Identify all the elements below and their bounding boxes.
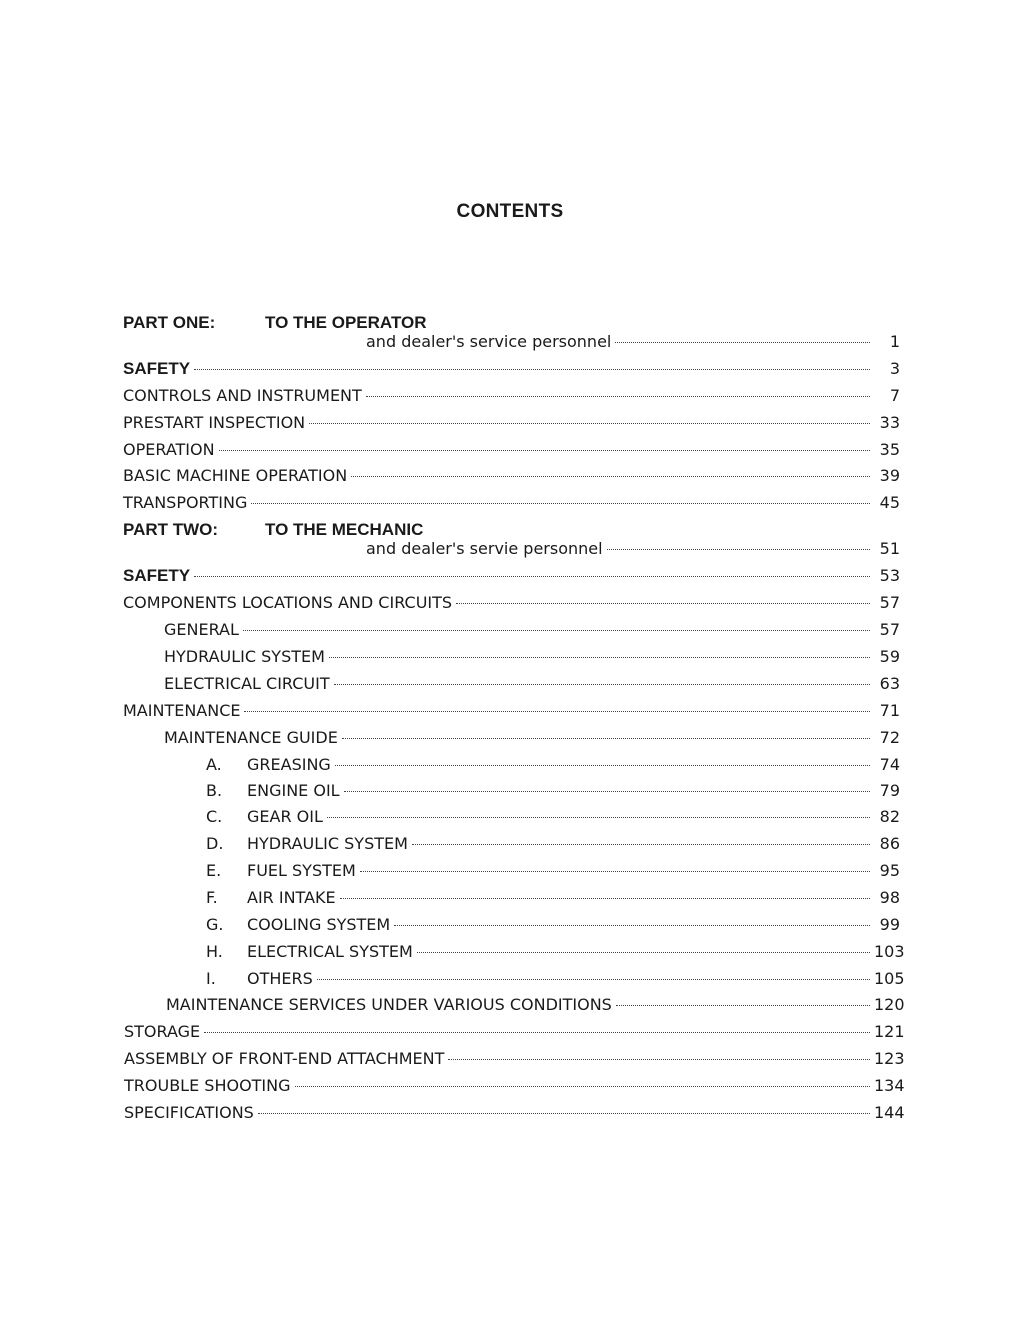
toc-entry-text: AIR INTAKE — [247, 888, 336, 907]
dot-leader — [309, 423, 870, 424]
toc-entry-text: SPECIFICATIONS — [124, 1103, 254, 1122]
toc-entry-trouble-shooting[interactable] — [124, 1076, 905, 1098]
dot-leader — [244, 711, 870, 712]
dot-leader — [204, 1032, 870, 1033]
toc-entry-air-intake[interactable] — [206, 888, 900, 910]
toc-entry-storage[interactable] — [124, 1022, 905, 1044]
toc-entry-hydraulic-system[interactable] — [164, 647, 900, 669]
dot-leader — [615, 342, 870, 343]
toc-entry-others[interactable] — [206, 969, 905, 991]
toc-page-number: 3 — [889, 359, 900, 378]
toc-page-number: 123 — [874, 1049, 905, 1068]
toc-entry-text: SAFETY — [123, 359, 191, 378]
toc-page-number: 74 — [879, 755, 900, 774]
toc-entry-text: GREASING — [247, 755, 331, 774]
toc-entry-text: COMPONENTS LOCATIONS AND CIRCUITS — [123, 593, 453, 612]
toc-entry-text: and dealer's servie personnel — [366, 539, 603, 558]
toc-entry-text: TRANSPORTING — [123, 493, 248, 512]
toc-entry-text: STORAGE — [124, 1022, 201, 1041]
dot-leader — [251, 503, 870, 504]
toc-entry-assembly[interactable] — [124, 1049, 905, 1071]
toc-entry-text: COOLING SYSTEM — [247, 915, 391, 934]
part-one-header — [123, 313, 427, 333]
toc-entry-letter: D. — [206, 834, 224, 853]
toc-page-number: 45 — [879, 493, 900, 512]
dot-leader — [417, 952, 870, 953]
toc-page-number: 51 — [879, 539, 900, 558]
toc-entry-greasing[interactable] — [206, 755, 900, 777]
toc-page-number: 1 — [889, 332, 900, 351]
dot-leader — [340, 898, 870, 899]
toc-page-number: 134 — [874, 1076, 905, 1095]
toc-page-number: 103 — [874, 942, 905, 961]
toc-entry-maintenance-guide[interactable] — [164, 728, 900, 750]
dot-leader — [360, 871, 870, 872]
toc-page-number: 59 — [879, 647, 900, 666]
toc-page-number: 82 — [879, 807, 900, 826]
toc-page-number: 71 — [879, 701, 900, 720]
toc-entry-text: and dealer's service personnel — [366, 332, 612, 351]
toc-entry-maintenance-services[interactable] — [166, 995, 905, 1017]
toc-entry-text: HYDRAULIC SYSTEM — [247, 834, 408, 853]
toc-entry-text: SAFETY — [123, 566, 191, 585]
dot-leader — [366, 396, 870, 397]
dot-leader — [412, 844, 870, 845]
toc-entry-letter: I. — [206, 969, 216, 988]
toc-entry-text: BASIC MACHINE OPERATION — [123, 466, 348, 485]
toc-entry-controls[interactable] — [123, 386, 900, 408]
toc-entry-text: GENERAL — [164, 620, 239, 639]
toc-entry-letter: C. — [206, 807, 223, 826]
part-two-heading: TO THE MECHANIC — [265, 520, 424, 539]
toc-entry-text: FUEL SYSTEM — [247, 861, 356, 880]
toc-entry-electrical-circuit[interactable] — [164, 674, 900, 696]
toc-entry-text: ELECTRICAL SYSTEM — [247, 942, 413, 961]
dot-leader — [334, 684, 870, 685]
dot-leader — [327, 817, 870, 818]
dot-leader — [258, 1113, 870, 1114]
toc-entry-text: ASSEMBLY OF FRONT-END ATTACHMENT — [124, 1049, 445, 1068]
toc-entry-text: CONTROLS AND INSTRUMENT — [123, 386, 362, 405]
toc-entry-fuel-system[interactable] — [206, 861, 900, 883]
toc-entry-safety-mechanic[interactable] — [123, 566, 900, 588]
toc-entry-letter: E. — [206, 861, 222, 880]
toc-page-number: 105 — [874, 969, 905, 988]
toc-entry-letter: G. — [206, 915, 224, 934]
toc-page-number: 144 — [874, 1103, 905, 1122]
dot-leader — [317, 979, 870, 980]
toc-page-number: 63 — [879, 674, 900, 693]
dot-leader — [219, 450, 870, 451]
dot-leader — [194, 369, 870, 370]
toc-entry-safety-operator[interactable] — [123, 359, 900, 381]
toc-entry-operation[interactable] — [123, 440, 900, 462]
toc-page-number: 39 — [879, 466, 900, 485]
dot-leader — [456, 603, 870, 604]
toc-page-number: 53 — [879, 566, 900, 585]
toc-page-number: 120 — [874, 995, 905, 1014]
toc-entry-text: ENGINE OIL — [247, 781, 340, 800]
toc-entry-basic-operation[interactable] — [123, 466, 900, 488]
toc-entry-engine-oil[interactable] — [206, 781, 900, 803]
toc-entry-text: MAINTENANCE GUIDE — [164, 728, 338, 747]
toc-page-number: 86 — [879, 834, 900, 853]
toc-entry-part-one-personnel[interactable] — [366, 332, 900, 354]
toc-entry-text: MAINTENANCE SERVICES UNDER VARIOUS CONDITIONS — [166, 995, 612, 1014]
toc-entry-letter: F. — [206, 888, 218, 907]
toc-entry-text: MAINTENANCE — [123, 701, 241, 720]
toc-page-number: 7 — [889, 386, 900, 405]
toc-page-number: 98 — [879, 888, 900, 907]
part-two-label: PART TWO: — [123, 520, 219, 539]
toc-entry-text: OPERATION — [123, 440, 215, 459]
toc-entry-hydraulic-system-maint[interactable] — [206, 834, 900, 856]
toc-entry-letter: B. — [206, 781, 223, 800]
toc-entry-transporting[interactable] — [123, 493, 900, 515]
dot-leader — [342, 738, 870, 739]
dot-leader — [351, 476, 870, 477]
toc-entry-letter: H. — [206, 942, 223, 961]
toc-entry-text: ELECTRICAL CIRCUIT — [164, 674, 330, 693]
toc-entry-text: HYDRAULIC SYSTEM — [164, 647, 325, 666]
dot-leader — [243, 630, 870, 631]
toc-entry-cooling-system[interactable] — [206, 915, 900, 937]
toc-entry-text: PRESTART INSPECTION — [123, 413, 306, 432]
toc-entry-text: GEAR OIL — [247, 807, 323, 826]
toc-page-number: 33 — [879, 413, 900, 432]
toc-page-number: 99 — [879, 915, 900, 934]
toc-page-number: 95 — [879, 861, 900, 880]
dot-leader — [394, 925, 870, 926]
toc-entry-general[interactable] — [164, 620, 900, 642]
toc-page-number: 57 — [879, 620, 900, 639]
dot-leader — [335, 765, 870, 766]
part-one-heading: TO THE OPERATOR — [265, 313, 427, 332]
toc-page-number: 57 — [879, 593, 900, 612]
dot-leader — [295, 1086, 870, 1087]
toc-entry-prestart[interactable] — [123, 413, 900, 435]
toc-entry-text: TROUBLE SHOOTING — [124, 1076, 291, 1095]
toc-entry-text: OTHERS — [247, 969, 313, 988]
dot-leader — [344, 791, 870, 792]
part-two-header — [123, 520, 423, 540]
dot-leader — [448, 1059, 870, 1060]
toc-entry-specifications[interactable] — [124, 1103, 905, 1125]
toc-entry-electrical-system[interactable] — [206, 942, 905, 964]
dot-leader — [607, 549, 870, 550]
toc-page-number: 35 — [879, 440, 900, 459]
toc-entry-components[interactable] — [123, 593, 900, 615]
dot-leader — [329, 657, 870, 658]
part-one-label: PART ONE: — [123, 313, 216, 332]
dot-leader — [616, 1005, 870, 1006]
toc-page-number: 121 — [874, 1022, 905, 1041]
toc-page-number: 72 — [879, 728, 900, 747]
toc-entry-letter: A. — [206, 755, 222, 774]
toc-entry-part-two-personnel[interactable] — [366, 539, 900, 561]
toc-entry-gear-oil[interactable] — [206, 807, 900, 829]
toc-entry-maintenance[interactable] — [123, 701, 900, 723]
page-title: CONTENTS — [456, 201, 564, 222]
dot-leader — [194, 576, 870, 577]
toc-page-number: 79 — [879, 781, 900, 800]
